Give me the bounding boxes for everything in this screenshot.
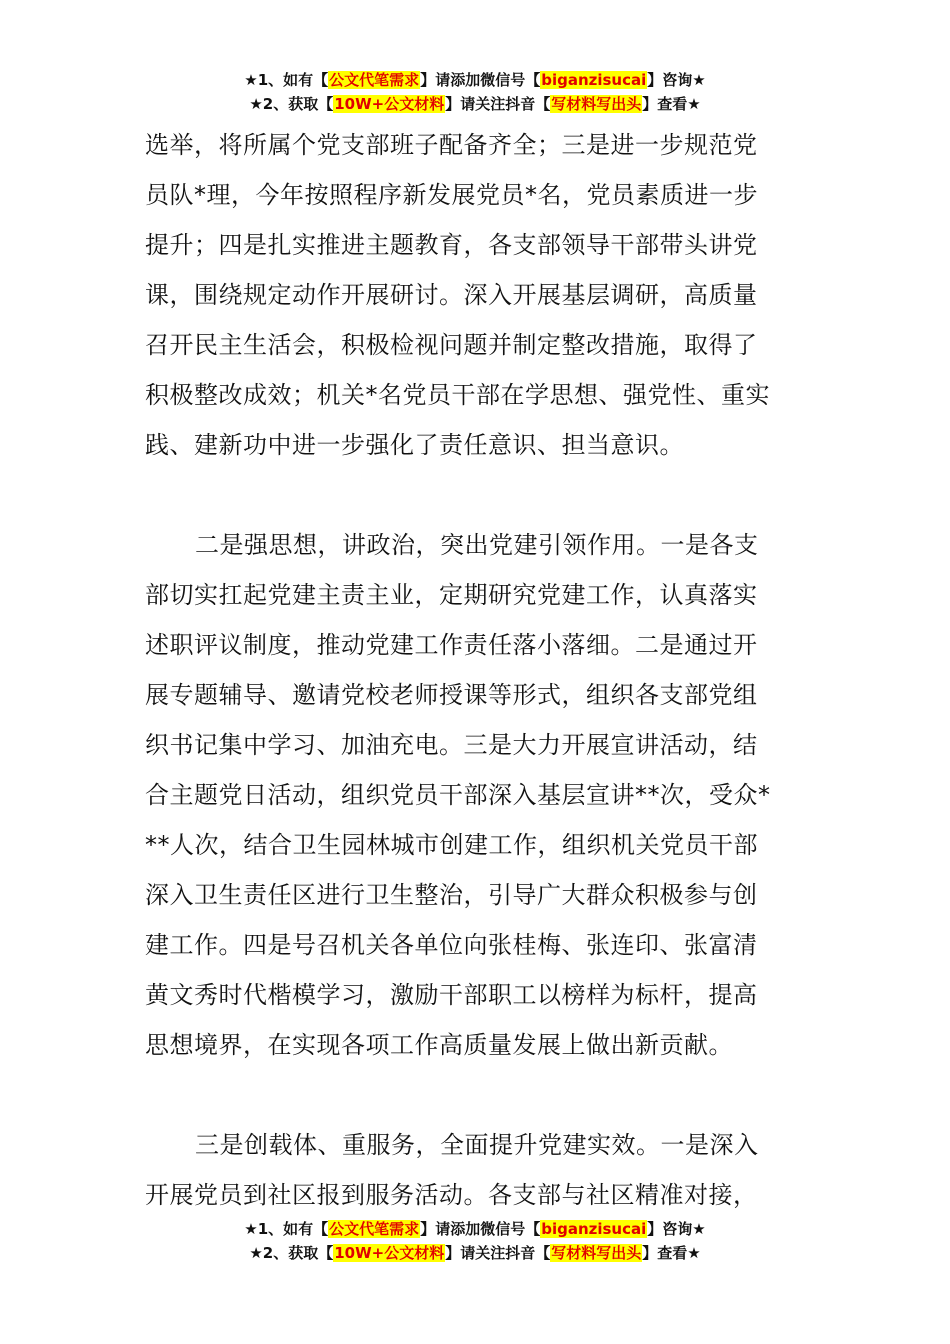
text-line: 织书记集中学习、加油充电。三是大力开展宣讲活动，结 — [145, 731, 758, 759]
text-line: 黄文秀时代楷模学习，激励干部职工以榜样为标杆，提高 — [145, 981, 758, 1009]
text-line: 三是创载体、重服务，全面提升党建实效。一是深入 — [195, 1131, 759, 1159]
text-line: 思想境界，在实现各项工作高质量发展上做出新贡献。 — [145, 1031, 733, 1059]
highlight-materials: 10W+公文材料 — [334, 1244, 445, 1262]
highlight-materials: 10W+公文材料 — [334, 95, 445, 113]
highlight-douyin: 写材料写出头 — [551, 1244, 642, 1262]
text-line: 召开民主生活会，积极检视问题并制定整改措施，取得了 — [145, 331, 758, 359]
banner-line-1: ★1、如有【公文代笔需求】请添加微信号【biganzisucai】咨询★ — [244, 1220, 706, 1238]
text-line: 开展党员到社区报到服务活动。各支部与社区精准对接， — [145, 1181, 758, 1209]
paragraph-gap — [145, 1070, 810, 1120]
text-line: **人次，结合卫生园林城市创建工作，组织机关党员干部 — [145, 831, 758, 859]
banner-line-2: ★2、获取【10W+公文材料】请关注抖音【写材料写出头】查看★ — [249, 1244, 701, 1262]
footer-banner — [0, 1217, 950, 1265]
banner-line-1: ★1、如有【公文代笔需求】请添加微信号【biganzisucai】咨询★ — [244, 71, 706, 89]
text-line: 二是强思想，讲政治，突出党建引领作用。一是各支 — [195, 531, 759, 559]
paragraph-2 — [145, 520, 810, 1070]
highlight-ghostwriting: 公文代笔需求 — [329, 71, 420, 89]
text-line: 员队*理，今年按照程序新发展党员*名，党员素质进一步 — [145, 181, 758, 209]
text-line: 述职评议制度，推动党建工作责任落小落细。二是通过开 — [145, 631, 758, 659]
paragraph-1 — [145, 120, 810, 470]
text-line: 深入卫生责任区进行卫生整治，引导广大群众积极参与创 — [145, 881, 758, 909]
highlight-douyin: 写材料写出头 — [551, 95, 642, 113]
text-line: 积极整改成效；机关*名党员干部在学思想、强党性、重实 — [145, 381, 770, 409]
text-line: 建工作。四是号召机关各单位向张桂梅、张连印、张富清 — [145, 931, 758, 959]
text-line: 部切实扛起党建主责主业，定期研究党建工作，认真落实 — [145, 581, 758, 609]
banner-line-2: ★2、获取【10W+公文材料】请关注抖音【写材料写出头】查看★ — [249, 95, 701, 113]
text-line: 提升；四是扎实推进主题教育，各支部领导干部带头讲党 — [145, 231, 758, 259]
highlight-wechat-id: biganzisucai — [541, 1220, 647, 1238]
document-body — [145, 120, 810, 1220]
highlight-ghostwriting: 公文代笔需求 — [329, 1220, 420, 1238]
text-line: 合主题党日活动，组织党员干部深入基层宣讲**次，受众* — [145, 781, 771, 809]
text-line: 践、建新功中进一步强化了责任意识、担当意识。 — [145, 431, 684, 459]
text-line: 课，围绕规定动作开展研讨。深入开展基层调研，高质量 — [145, 281, 758, 309]
paragraph-3 — [145, 1120, 810, 1220]
header-banner — [0, 68, 950, 116]
text-line: 展专题辅导、邀请党校老师授课等形式，组织各支部党组 — [145, 681, 758, 709]
text-line: 选举，将所属个党支部班子配备齐全；三是进一步规范党 — [145, 131, 758, 159]
paragraph-gap — [145, 470, 810, 520]
highlight-wechat-id: biganzisucai — [541, 71, 647, 89]
